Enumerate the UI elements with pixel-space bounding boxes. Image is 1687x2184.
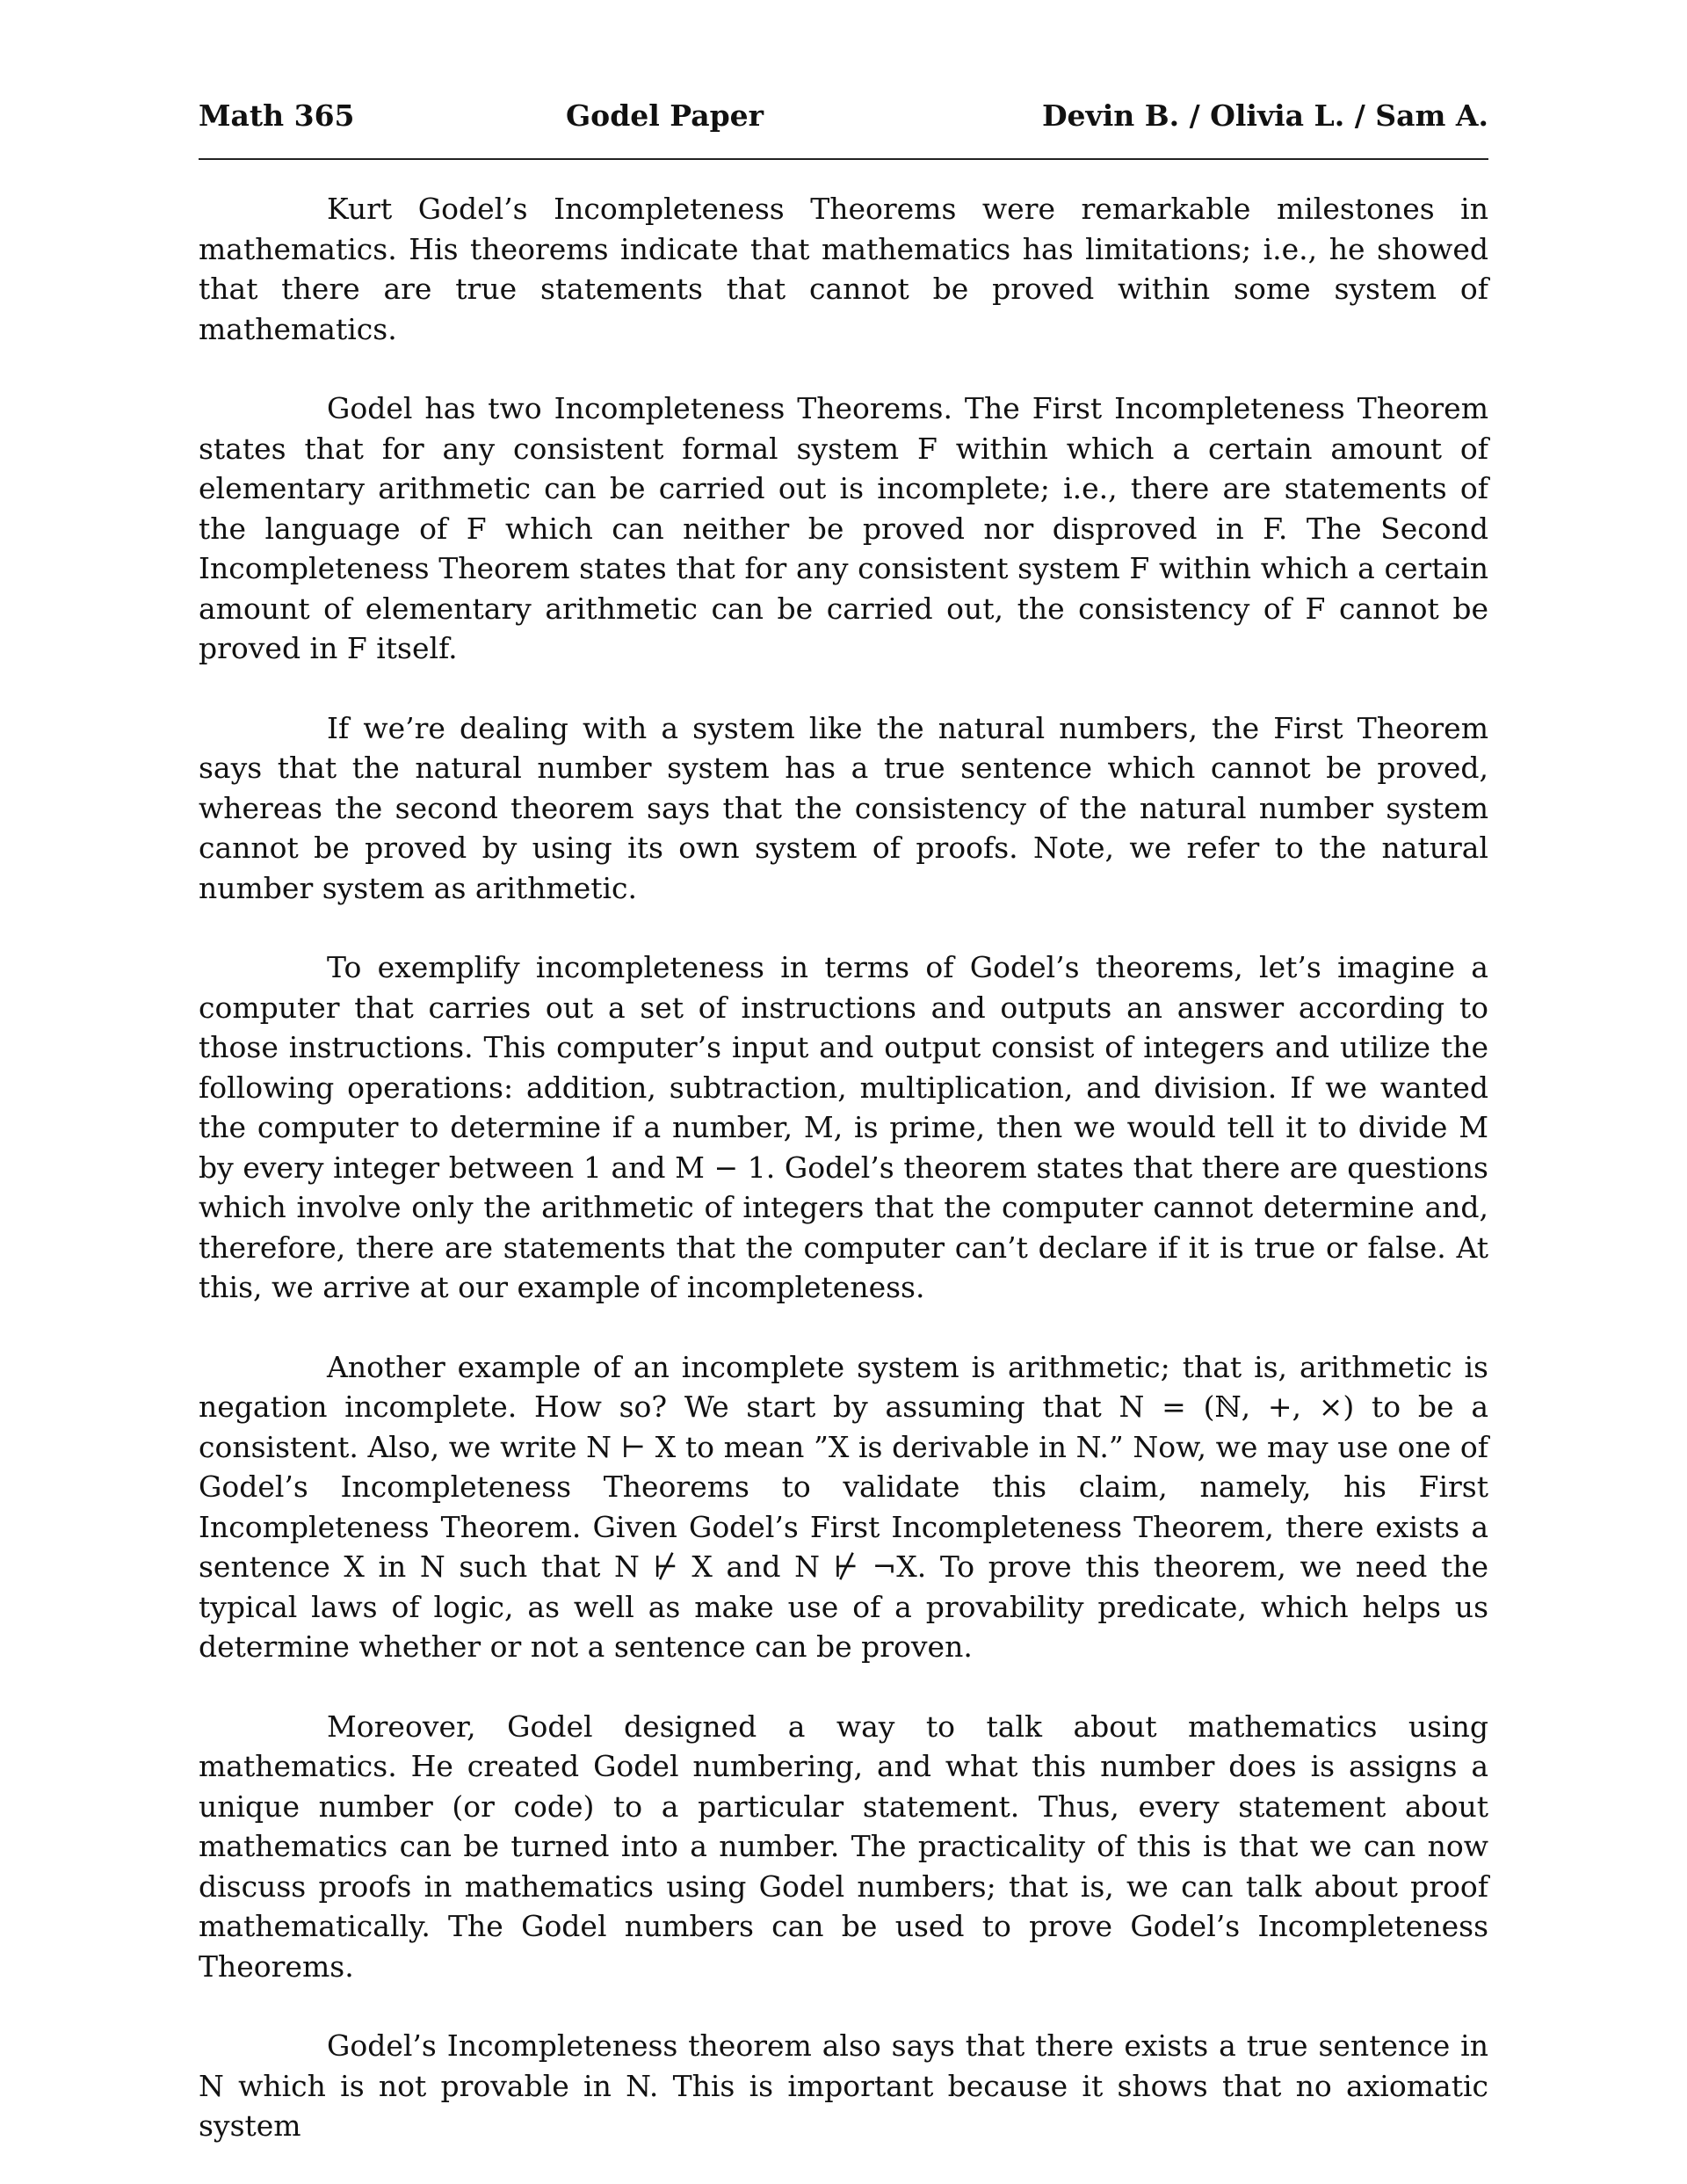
paragraph-true-sentence: Godel’s Incompleteness theorem also says that there exists a true sentence in N which is not provable in N. This is important because it shows that no axiomatic system <box>199 2028 1488 2143</box>
course-label: Math 365 <box>199 98 355 133</box>
paragraph-intro: Kurt Godel’s Incompleteness Theorems were remarkable milestones in mathematics. His theorems indicate that mathematics has limitations; i.e., he showed that there are true statements that cannot be proved within some system of mathematics. <box>199 192 1488 346</box>
paragraph-computer-example: To exemplify incompleteness in terms of Godel’s theorems, let’s imagine a computer that carries out a set of instructions and outputs an answer according to those instructions. This computer’s input and output consist of integers and utilize the following operations: addition, subtraction, multiplication, and division. If we wanted the computer to determine if a number, M, is prime, then we would tell it to divide M by every integer between 1 and M − 1. Godel’s theorem states that there are questions which involve only the arithmetic of integers that the computer cannot determine and, therefore, there are statements that the computer can’t declare if it is true or false. At this, we arrive at our example of incompleteness. <box>199 950 1488 1304</box>
paragraph-godel-numbering: Moreover, Godel designed a way to talk about mathematics using mathematics. He created Godel numbering, and what this number does is assigns a unique number (or code) to a particular statement. Thus, every statement about mathematics can be turned into a number. The practicality of this is that we can now discuss proofs in mathematics using Godel numbers; that is, we can talk about proof mathematically. The Godel numbers can be used to prove Godel’s Incompleteness Theorems. <box>199 1709 1488 1984</box>
paper-title: Godel Paper <box>566 98 764 133</box>
document-body <box>199 189 1488 2146</box>
header-rule <box>199 158 1488 160</box>
paragraph-natural-numbers: If we’re dealing with a system like the natural numbers, the First Theorem says that the natural number system has a true sentence which cannot be proved, whereas the second theorem says that the consistency of the natural number system cannot be proved by using its own system of proofs. Note, we refer to the natural number system as arithmetic. <box>199 710 1488 905</box>
paragraph-two-theorems: Godel has two Incompleteness Theorems. The First Incompleteness Theorem states that for any consistent formal system F within which a certain amount of elementary arithmetic can be carried out is incomplete; i.e., there are statements of the language of F which can neither be proved nor disproved in F. The Second Incompleteness Theorem states that for any consistent system F within which a certain amount of elementary arithmetic can be carried out, the consistency of F cannot be proved in F itself. <box>199 391 1488 665</box>
paragraph-arithmetic-example: Another example of an incomplete system is arithmetic; that is, arithmetic is negation incomplete. How so? We start by assuming that N = (ℕ, +, ×) to be a consistent. Also, we write N ⊢ X to mean ”X is derivable in N.” Now, we may use one of Godel’s Incompleteness Theorems to validate this claim, namely, his First Incompleteness Theorem. Given Godel’s First Incompleteness Theorem, there exists a sentence X in N such that N ⊬ X and N ⊬ ¬X. To prove this theorem, we need the typical laws of logic, as well as make use of a provability predicate, which helps us determine whether or not a sentence can be proven. <box>199 1349 1488 1664</box>
page-header <box>199 98 1488 148</box>
authors-label: Devin B. / Olivia L. / Sam A. <box>1041 98 1488 133</box>
